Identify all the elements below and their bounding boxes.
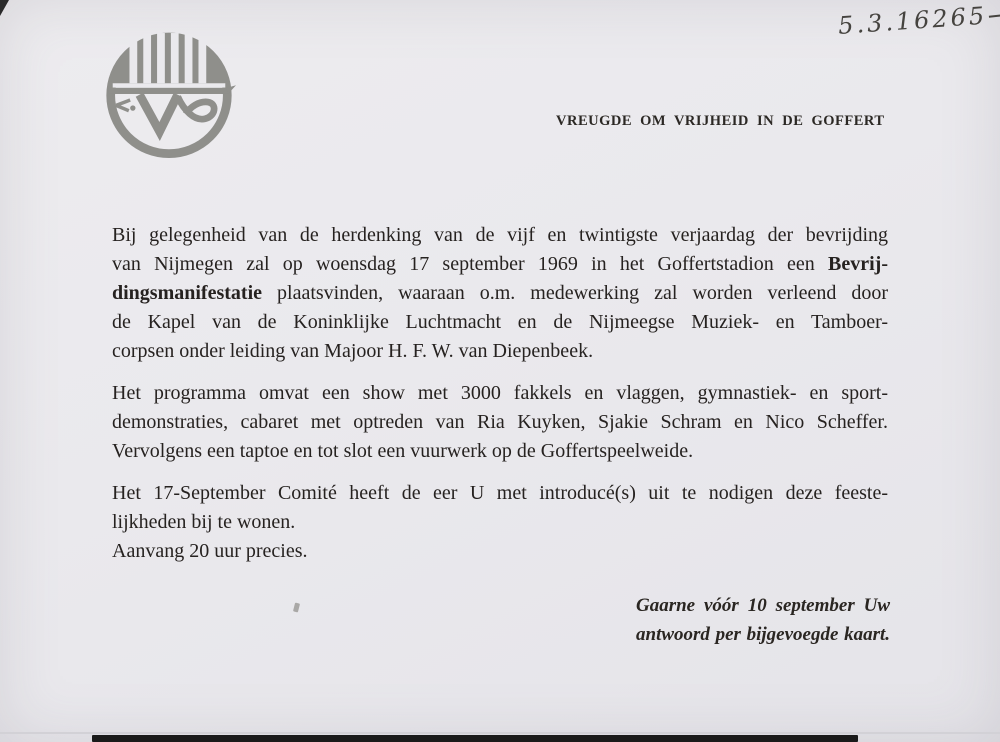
handwritten-number-text: 5.3.16265 <box>837 1 988 40</box>
scan-bottom-bar <box>92 735 858 742</box>
text-line <box>112 508 888 537</box>
scan-speck <box>293 603 300 613</box>
scan-corner-artifact <box>0 0 9 16</box>
text-line <box>112 308 888 337</box>
text-segment: Vervolgens een taptoe en tot slot een vuurwerk op de Goffertspeelweide. <box>112 440 694 462</box>
rsvp-note <box>636 591 890 649</box>
dove-sun-logo <box>102 31 236 161</box>
bold-text-segment: dingsmanifestatie <box>112 282 262 304</box>
text-segment: van Nijmegen zal op woensdag 17 september 1969 in het Goffertstadion een <box>112 253 829 275</box>
text-segment: demonstraties, cabaret met optreden van Ria Kuyken, Sjakie Schram en Nico Scheffer. <box>112 411 888 433</box>
rsvp-line-1: Gaarne vóór 10 september Uw <box>636 595 890 616</box>
body-text <box>112 221 888 566</box>
text-line <box>112 437 888 466</box>
paragraph <box>112 479 888 566</box>
text-line <box>112 250 888 279</box>
document-header-title: VREUGDE OM VRIJHEID IN DE GOFFERT <box>556 113 885 129</box>
handwritten-dash-stroke <box>989 14 1000 18</box>
text-line <box>112 537 888 566</box>
rsvp-line-2: antwoord per bijgevoegde kaart. <box>636 624 890 645</box>
text-segment: lijkheden bij te wonen. <box>112 511 296 533</box>
text-segment: Bij gelegenheid van de herdenking van de vijf en twintigste verjaardag der bevrijding <box>112 224 888 246</box>
text-segment: de Kapel van de Koninklijke Luchtmacht en de Nijmeegse Muziek- en Tamboer- <box>112 311 888 333</box>
scan-edge-line <box>0 732 1000 734</box>
text-segment: Het programma omvat een show met 3000 fakkels en vlaggen, gymnastiek- en sport- <box>112 382 888 404</box>
text-line <box>112 479 888 508</box>
text-segment: corpsen onder leiding van Majoor H. F. W. van Diepenbeek. <box>112 340 594 362</box>
handwritten-archive-number <box>837 0 1000 40</box>
text-segment: Het 17-September Comité heeft de eer U met introducé(s) uit te nodigen deze feeste- <box>112 482 888 504</box>
text-segment: plaatsvinden, waaraan o.m. medewerking zal worden verleend door <box>262 282 888 304</box>
bold-text-segment: Bevrij- <box>828 253 888 275</box>
text-line <box>112 337 888 366</box>
text-line <box>112 221 888 250</box>
text-segment: Aanvang 20 uur precies. <box>112 540 308 562</box>
paragraph <box>112 221 888 366</box>
text-line <box>112 379 888 408</box>
text-line <box>112 408 888 437</box>
text-line <box>112 279 888 308</box>
paragraph <box>112 379 888 466</box>
dove-icon <box>102 31 236 161</box>
